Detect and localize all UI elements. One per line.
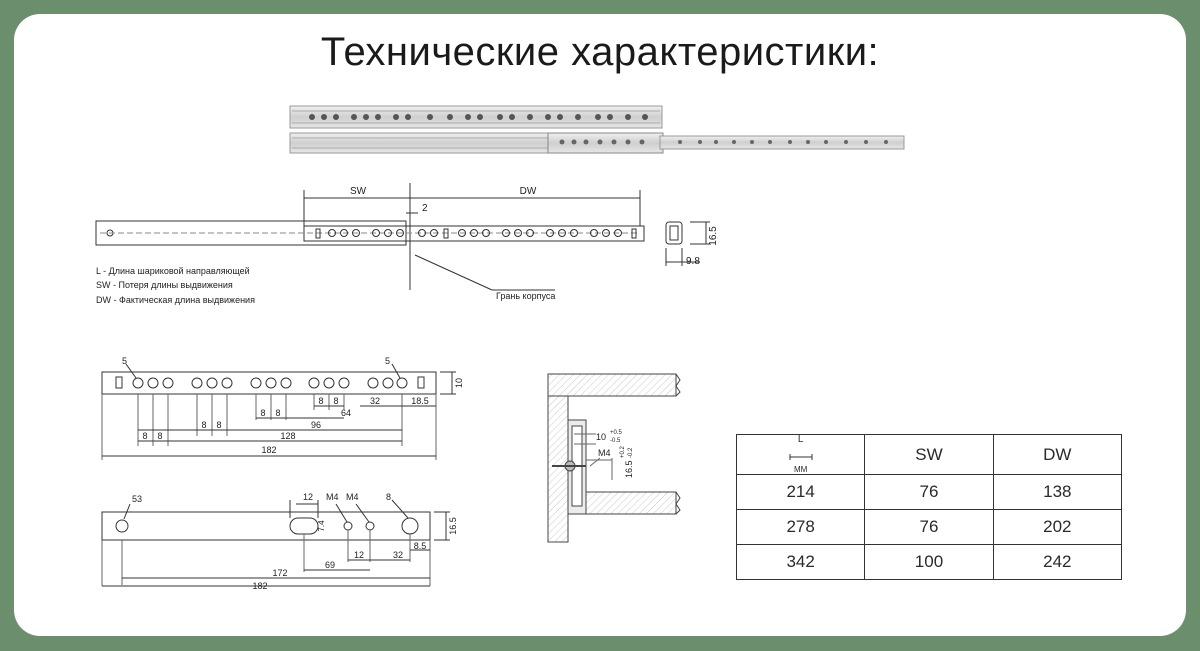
table-cell: 76 xyxy=(865,475,993,510)
dim-label: 128 xyxy=(280,431,296,441)
profile-depth-label: 9.8 xyxy=(686,256,700,267)
hole-label: 12 xyxy=(303,492,314,502)
ruler-icon xyxy=(789,454,813,460)
profile-height-label: 16.5 xyxy=(708,226,719,246)
mounting-section-drawing xyxy=(548,374,680,542)
hole-label: 8 xyxy=(386,492,392,502)
rail-height-label: 16.5 xyxy=(448,517,458,535)
tolerance-label: -0.2 xyxy=(628,447,634,458)
legend-item: DW - Фактическая длина выдвижения xyxy=(96,295,255,305)
spec-table xyxy=(736,434,1122,580)
dim-label: 64 xyxy=(340,408,352,418)
tolerance-label: +0.2 xyxy=(620,446,626,458)
dim-label: 172 xyxy=(272,568,288,578)
tolerance-label: +0.5 xyxy=(610,430,622,436)
dim-label: 16.5 xyxy=(624,460,634,478)
dim-label: 8.5 xyxy=(413,541,427,551)
tolerance-label: -0.5 xyxy=(610,438,621,444)
table-header-row xyxy=(737,435,1122,475)
gap-label: 2 xyxy=(422,203,428,214)
dim-label: 8 xyxy=(275,408,281,418)
dim-label: 8 xyxy=(318,396,324,406)
face-label: Грань корпуса xyxy=(496,291,556,301)
column-header-sw: SW xyxy=(865,435,993,475)
table-cell: 138 xyxy=(993,475,1121,510)
length-unit-label: L xyxy=(797,434,804,445)
unit-mm-label: ММ xyxy=(794,465,808,474)
legend xyxy=(96,266,255,305)
dim-label: 182 xyxy=(252,581,268,591)
hole-label: 53 xyxy=(132,494,143,504)
dim-label: 8 xyxy=(260,408,266,418)
dim-label: 182 xyxy=(261,445,277,455)
column-header-dw: DW xyxy=(993,435,1121,475)
dim-label: 12 xyxy=(353,550,365,560)
dim-label: 96 xyxy=(310,420,322,430)
dim-label: 8 xyxy=(201,420,207,430)
table-cell: 202 xyxy=(993,510,1121,545)
dim-label: 18.5 xyxy=(411,396,429,406)
dw-label: DW xyxy=(519,186,537,197)
hole-label: 5 xyxy=(385,356,391,366)
page-title: Технические характеристики: xyxy=(320,30,880,74)
table-row xyxy=(737,510,1122,545)
slide-rail-photo xyxy=(290,106,904,153)
rail-height-label: 10 xyxy=(454,377,464,389)
table-cell: 100 xyxy=(865,545,993,580)
slot-height-label: 7.4 xyxy=(317,520,326,532)
dim-label: 8 xyxy=(142,431,148,441)
sw-label: SW xyxy=(349,186,367,197)
dim-label: 69 xyxy=(324,560,336,570)
dim-label: 32 xyxy=(369,396,381,406)
table-cell: 342 xyxy=(737,545,865,580)
table-cell: 242 xyxy=(993,545,1121,580)
hole-label: 5 xyxy=(122,356,128,366)
screw-label: M4 xyxy=(598,448,611,458)
length-unit-header xyxy=(737,435,865,475)
table-cell: 76 xyxy=(865,510,993,545)
legend-item: SW - Потеря длины выдвижения xyxy=(96,280,233,290)
dim-label: 10 xyxy=(596,432,607,442)
table-cell: 214 xyxy=(737,475,865,510)
legend-item: L - Длина шариковой направляющей xyxy=(96,266,250,276)
table-cell: 278 xyxy=(737,510,865,545)
table-row xyxy=(737,545,1122,580)
hole-label: M4 xyxy=(326,492,339,502)
dim-label: 32 xyxy=(392,550,404,560)
dim-label: 8 xyxy=(216,420,222,430)
dim-label: 8 xyxy=(157,431,163,441)
hole-label: M4 xyxy=(346,492,359,502)
table-row xyxy=(737,475,1122,510)
dim-label: 8 xyxy=(333,396,339,406)
